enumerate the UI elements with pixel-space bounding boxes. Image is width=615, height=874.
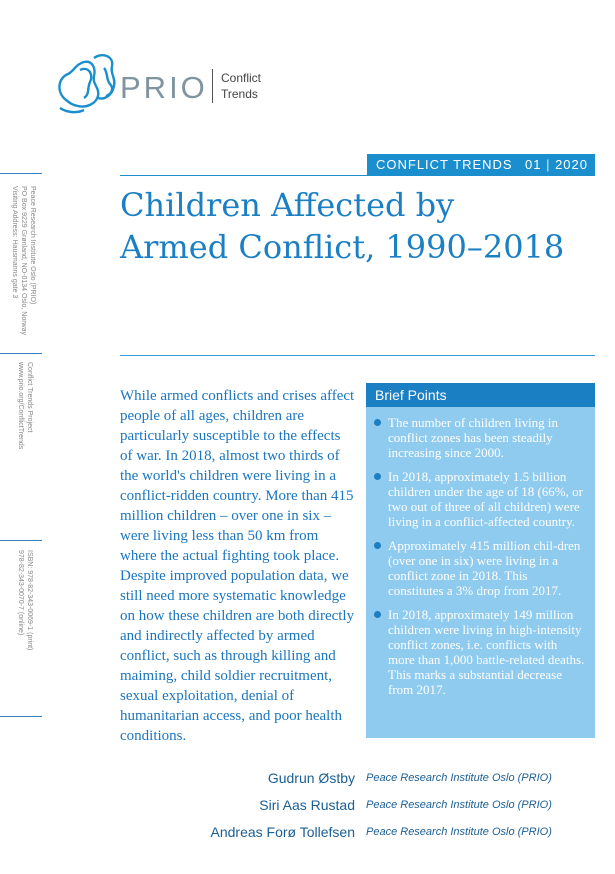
brief-points-list <box>366 407 595 697</box>
logo-subtitle-line2: Trends <box>221 87 258 101</box>
brief-point-text: In 2018, approximately 149 million children were living in high-intensity conflict zones, i.e. conflicts with more than 1,000 battle-related deaths. This marks a substantial decrease from 2017. <box>388 607 585 697</box>
bullet-icon <box>374 419 381 426</box>
author-row <box>120 797 600 817</box>
series-number: 01 <box>525 157 542 172</box>
intro-paragraph: While armed conflicts and crises affect people of all ages, children are particularly susceptible to the effects of war. In 2018, almost two thirds of the world's children were living in a conflict-ridden country. More than 415 million children – over one in six – were living less than 50 km from where the actual fighting took place. Despite improved population data, we still need more systematic knowledge on how these children are both directly and indirectly affected by armed conflict, such as through killing and maiming, child soldier recruitment, sexual exploitation, denial of humanitarian access, and poor health conditions. <box>120 388 355 744</box>
bullet-icon <box>374 542 381 549</box>
author-name: Siri Aas Rustad <box>259 797 355 813</box>
title-rule <box>120 355 595 356</box>
author-affiliation: Peace Research Institute Oslo (PRIO) <box>366 826 552 838</box>
logo-divider <box>212 69 213 103</box>
logo-subtitle-line1: Conflict <box>221 71 262 85</box>
logo-subtitle <box>221 70 261 102</box>
brief-point-text: The number of children living in conflict zones has been steadily increasing since 2000. <box>388 415 559 460</box>
sidebar-project <box>16 362 34 472</box>
sidebar-rule-top <box>0 173 42 174</box>
sidebar-isbn <box>16 550 34 675</box>
address-line-2: PO Box 9229 Grønland, NO-0134 Oslo, Norway <box>20 186 27 336</box>
author-affiliation: Peace Research Institute Oslo (PRIO) <box>366 772 552 784</box>
author-name: Gudrun Østby <box>267 770 355 786</box>
series-banner <box>367 154 595 176</box>
series-rule <box>120 175 595 176</box>
brief-point <box>388 415 585 460</box>
brief-point <box>388 607 585 697</box>
project-line-2: www.prio.org/ConflictTrends <box>17 362 24 450</box>
address-line-1: Peace Research Institute Oslo (PRIO) <box>29 186 36 305</box>
sidebar-address <box>10 186 37 346</box>
logo-wordmark: PRIO <box>120 70 208 105</box>
address-line-3: Visiting Address: Hausmanns gate 3 <box>11 186 18 299</box>
series-separator: | <box>541 157 556 172</box>
brief-point <box>388 469 585 529</box>
isbn-line-2: 978-82-343-0070-7 (online) <box>17 550 24 636</box>
title-line-2: Armed Conflict, 1990–2018 <box>120 228 565 266</box>
sidebar-rule-isbn <box>0 540 42 541</box>
brief-point-text: In 2018, approximately 1.5 billion children under the age of 18 (66%, or two out of three of all children) were living in a conflict-affected country. <box>388 469 583 529</box>
title-line-1: Children Affected by <box>120 186 455 224</box>
brief-points-heading: Brief Points <box>366 383 595 407</box>
author-name: Andreas Forø Tollefsen <box>210 824 355 840</box>
isbn-line-1: ISBN: 978-82-343-0069-1 (print) <box>26 550 33 651</box>
project-line-1: Conflict Trends Project <box>26 362 33 433</box>
bullet-icon <box>374 473 381 480</box>
series-year: 2020 <box>555 157 588 172</box>
sidebar-rule-mid <box>0 353 42 354</box>
author-affiliation: Peace Research Institute Oslo (PRIO) <box>366 799 552 811</box>
bullet-icon <box>374 611 381 618</box>
series-issue <box>525 154 588 176</box>
brief-point-text: Approximately 415 million chil-dren (over one in six) were living in a conflict zone in 2018. This constitutes a 3% drop from 2017. <box>388 538 581 598</box>
brief-points-box <box>366 383 595 738</box>
sidebar-rule-bottom <box>0 716 42 717</box>
page-title <box>120 184 600 268</box>
author-row <box>120 824 600 844</box>
brief-point <box>388 538 585 598</box>
series-name: CONFLICT TRENDS <box>376 157 513 172</box>
author-row <box>120 770 600 790</box>
